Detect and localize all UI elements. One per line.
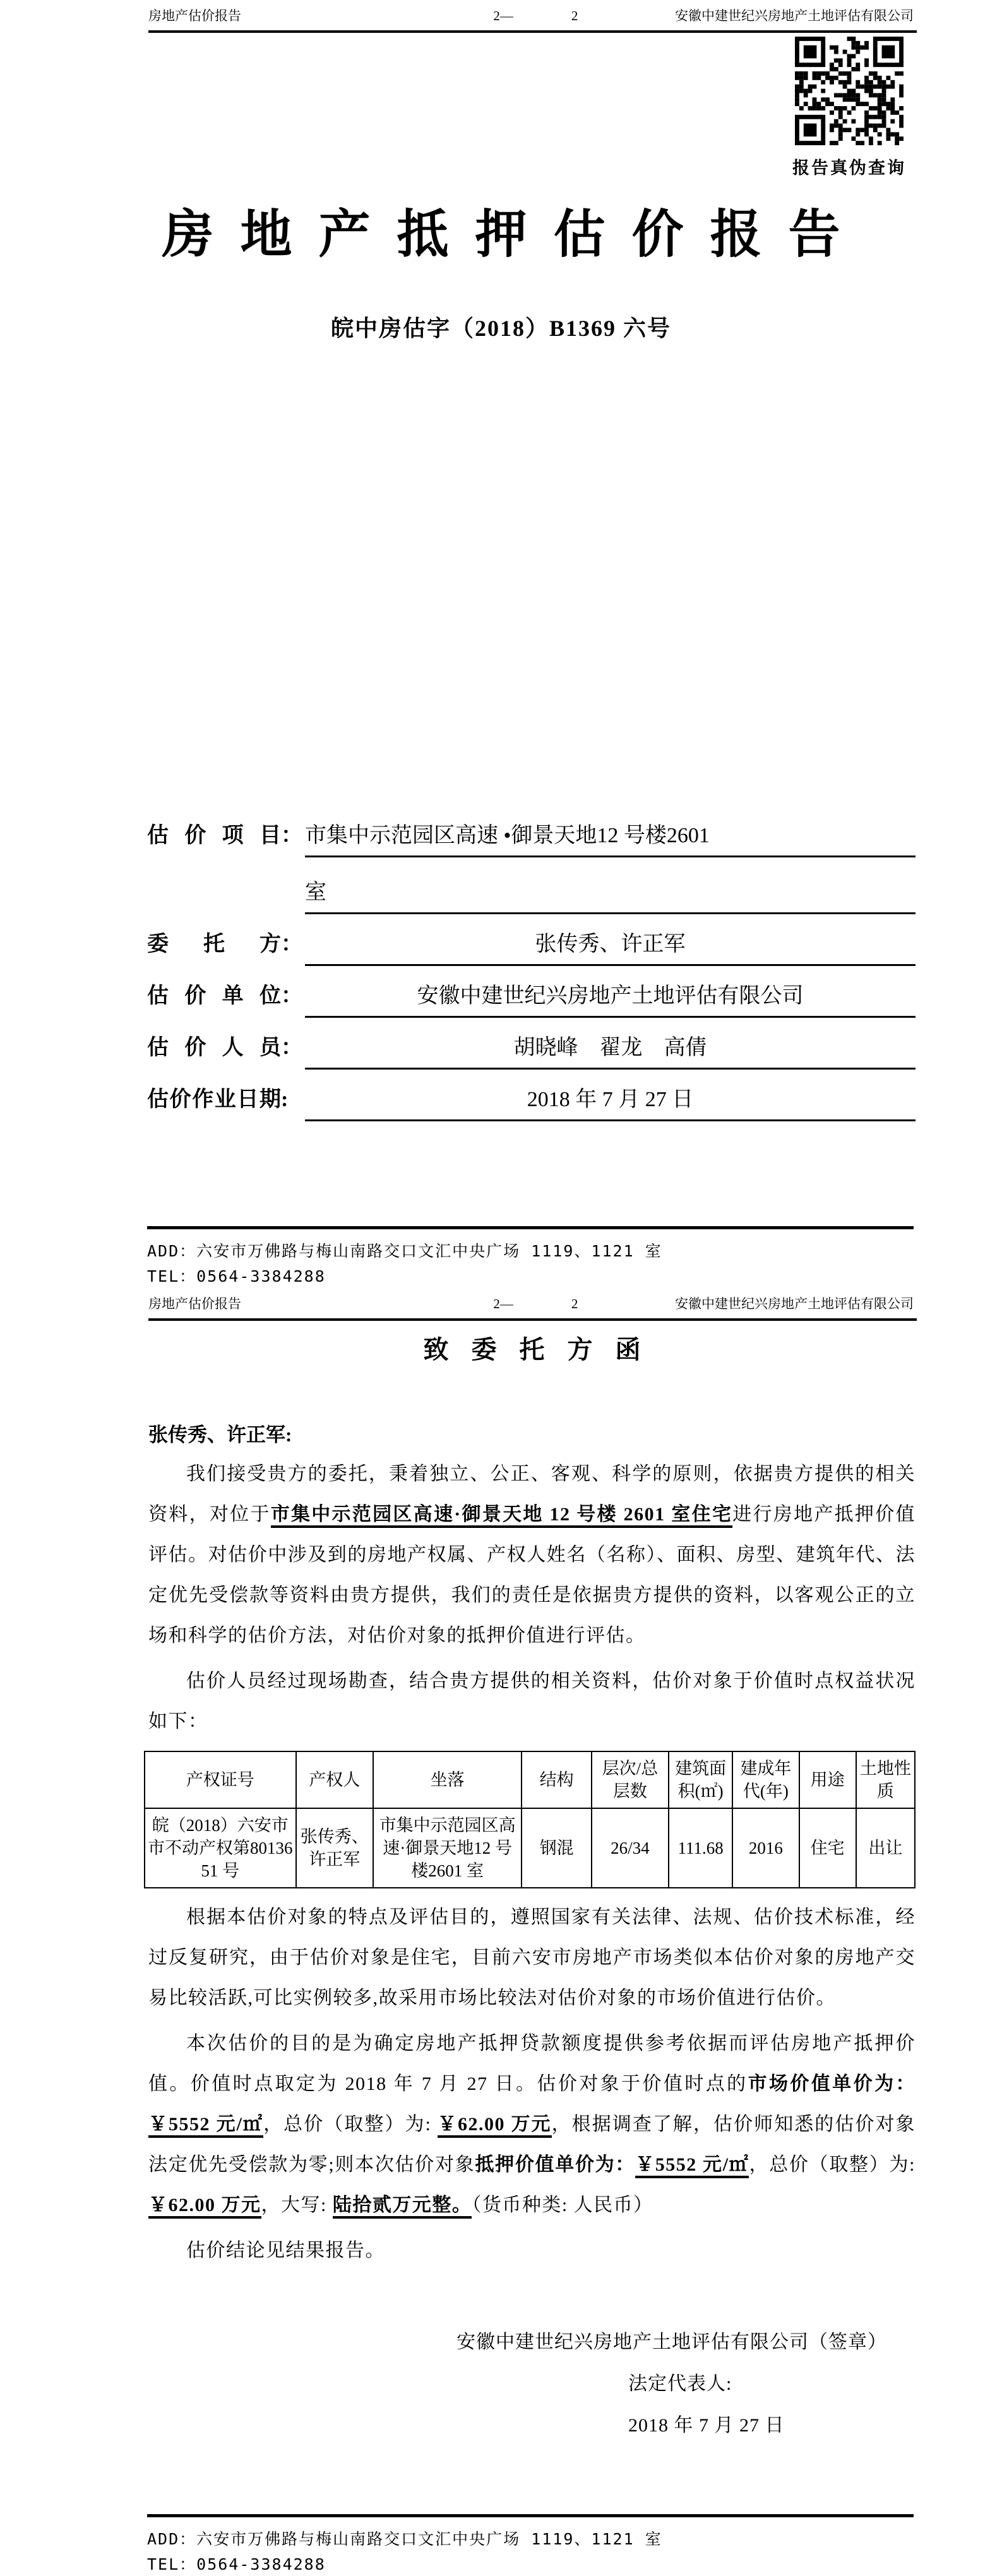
cell-owner: 张传秀、许正军: [296, 1808, 373, 1888]
letter-body: [148, 1332, 916, 2447]
signature-legal-rep: 法定代表人:: [628, 2373, 732, 2394]
field-value: 安徽中建世纪兴房地产土地评估有限公司: [305, 980, 916, 1018]
col-header-year: 建成年代(年): [732, 1751, 799, 1808]
field-label: 委托方: [147, 933, 281, 956]
col-header-land: 土地性质: [856, 1751, 915, 1808]
field-row-agency: [147, 980, 916, 1018]
cell-location: 市集中示范园区高速·御景天地12 号楼2601 室: [373, 1808, 522, 1888]
cell-cert-no: 皖（2018）六安市市不动产权第8013651 号: [145, 1808, 296, 1888]
field-row-project: [147, 820, 916, 914]
paragraph-engagement: 我们接受贵方的委托，秉着独立、公正、客观、科学的原则，依据贵方提供的相关资料，对位于市集中示范园区高速·御景天地 12 号楼 2601 室住宅进行房地产抵押价值评估。对估价中涉及到的房地产权属、产权人姓名（名称）、面积、房型、建筑年代、法定优先受偿款等资料由贵方提供，我们的责任是依据贵方提供的资料，以客观公正的立场和科学的估价方法，对估价对象的抵押价值进行评估。: [148, 1464, 916, 1646]
cell-use: 住宅: [799, 1808, 856, 1888]
field-label: 估价项目: [147, 824, 281, 847]
page-header: [148, 1296, 914, 1312]
footer-address: ADD：六安市万佛路与梅山南路交口文汇中央广场 1119、1121 室: [147, 1242, 662, 1260]
field-value-wrap: [305, 820, 916, 914]
salutation: 张传秀、许正军:: [148, 1424, 292, 1446]
cover-fields: [147, 820, 916, 1135]
signature-company: 安徽中建世纪兴房地产土地评估有限公司（签章）: [456, 2332, 887, 2352]
field-row-appraisers: [147, 1032, 916, 1070]
field-row-date: [147, 1083, 916, 1121]
footer-address: ADD：六安市万佛路与梅山南路交口文汇中央广场 1119、1121 室: [147, 2530, 662, 2548]
field-label: 估价人员: [147, 1036, 281, 1059]
field-colon: ：: [281, 933, 302, 956]
property-rights-table: [144, 1751, 916, 1888]
field-colon: :: [281, 1088, 289, 1111]
footer-rule: [147, 2514, 914, 2517]
field-value: 2018 年 7 月 27 日: [305, 1083, 916, 1121]
qr-block: [792, 37, 906, 179]
field-value-wrap: [305, 980, 916, 1018]
cell-land: 出让: [856, 1808, 915, 1888]
footer-phone: TEL：0564-3384288: [147, 1267, 326, 1285]
cell-year: 2016: [732, 1808, 799, 1888]
page-footer: [147, 1226, 914, 1288]
paragraph-conclusion: 估价结论见结果报告。: [186, 2240, 385, 2261]
signature-date: 2018 年 7 月 27 日: [628, 2415, 785, 2436]
col-header-structure: 结构: [522, 1751, 591, 1808]
field-colon: ：: [281, 1036, 302, 1059]
qr-caption: 报告真伪查询: [792, 158, 906, 177]
header-doc-type: 房地产估价报告: [148, 8, 241, 23]
field-value: 胡晓峰 翟龙 高倩: [305, 1032, 916, 1070]
col-header-location: 坐落: [373, 1751, 522, 1808]
paragraph-valuation: 本次估价的目的是为确定房地产抵押贷款额度提供参考依据而评估房地产抵押价值。价值时点取定为 2018 年 7 月 27 日。估价对象于价值时点的市场价值单价为：￥5552 元/㎡，总价（取整）为: ￥62.00 万元，根据调查了解，估价师知悉的估价对象法定优先受偿款为零;则本次估价对象抵押价值单价为：￥5552 元/㎡，总价（取整）为: ￥62.00 万元，大写: 陆拾贰万元整。（货币种类: 人民币）: [148, 2024, 916, 2226]
page-header: [148, 8, 914, 24]
header-company: 安徽中建世纪兴房地产土地评估有限公司: [675, 8, 914, 23]
field-value: 张传秀、许正军: [305, 928, 916, 966]
field-label: 估价作业日期: [147, 1088, 281, 1111]
header-doc-type: 房地产估价报告: [148, 1296, 241, 1311]
table-header-row: [145, 1751, 915, 1808]
field-colon: ：: [281, 984, 302, 1008]
footer-rule: [147, 1226, 914, 1229]
paragraph-survey: 估价人员经过现场勘查，结合贵方提供的相关资料，估价对象于价值时点权益状况如下：: [148, 1671, 916, 1732]
header-page-no: 2—: [493, 8, 513, 23]
field-colon: ：: [281, 824, 302, 847]
letter-title: 致委托方函: [423, 1335, 664, 1364]
table-row: [145, 1808, 915, 1888]
page-footer: [147, 2514, 914, 2576]
field-value-wrap: [305, 1032, 916, 1070]
header-page-no: 2—: [493, 1296, 513, 1311]
field-label: 估价单位: [147, 984, 281, 1008]
cell-floor: 26/34: [592, 1808, 669, 1888]
header-rule: [148, 30, 917, 33]
footer-phone: TEL：0564-3384288: [147, 2555, 326, 2573]
field-value-wrap: [305, 928, 916, 966]
field-value-wrap: [305, 1083, 916, 1121]
header-rule: [148, 1318, 917, 1321]
col-header-cert-no: 产权证号: [145, 1751, 296, 1808]
col-header-floor: 层次/总层数: [592, 1751, 669, 1808]
header-page-total: 2: [571, 8, 578, 23]
cell-area: 111.68: [669, 1808, 732, 1888]
report-title: 房地产抵押估价报告: [162, 206, 867, 263]
col-header-area: 建筑面积(㎡): [669, 1751, 732, 1808]
field-row-client: [147, 928, 916, 966]
field-value-line2: 室: [305, 876, 916, 914]
qr-code: [795, 37, 904, 145]
header-company: 安徽中建世纪兴房地产土地评估有限公司: [675, 1296, 914, 1311]
field-value: 市集中示范园区高速 •御景天地12 号楼2601: [305, 820, 916, 857]
signature-block: [456, 2322, 916, 2447]
col-header-owner: 产权人: [296, 1751, 373, 1808]
col-header-use: 用途: [799, 1751, 856, 1808]
cell-structure: 钢混: [522, 1808, 591, 1888]
paragraph-method: 根据本估价对象的特点及评估目的，遵照国家有关法律、法规、估价技术标准，经过反复研究，由于估价对象是住宅，目前六安市房地产市场类似本估价对象的房地产交易比较活跃,可比实例较多,故采用市场比较法对估价对象的市场价值进行估价。: [148, 1907, 916, 2008]
header-page-total: 2: [571, 1296, 578, 1311]
letter-page: [0, 1288, 1002, 2576]
doc-number: 皖中房估字（2018）B1369 六号: [330, 316, 671, 341]
